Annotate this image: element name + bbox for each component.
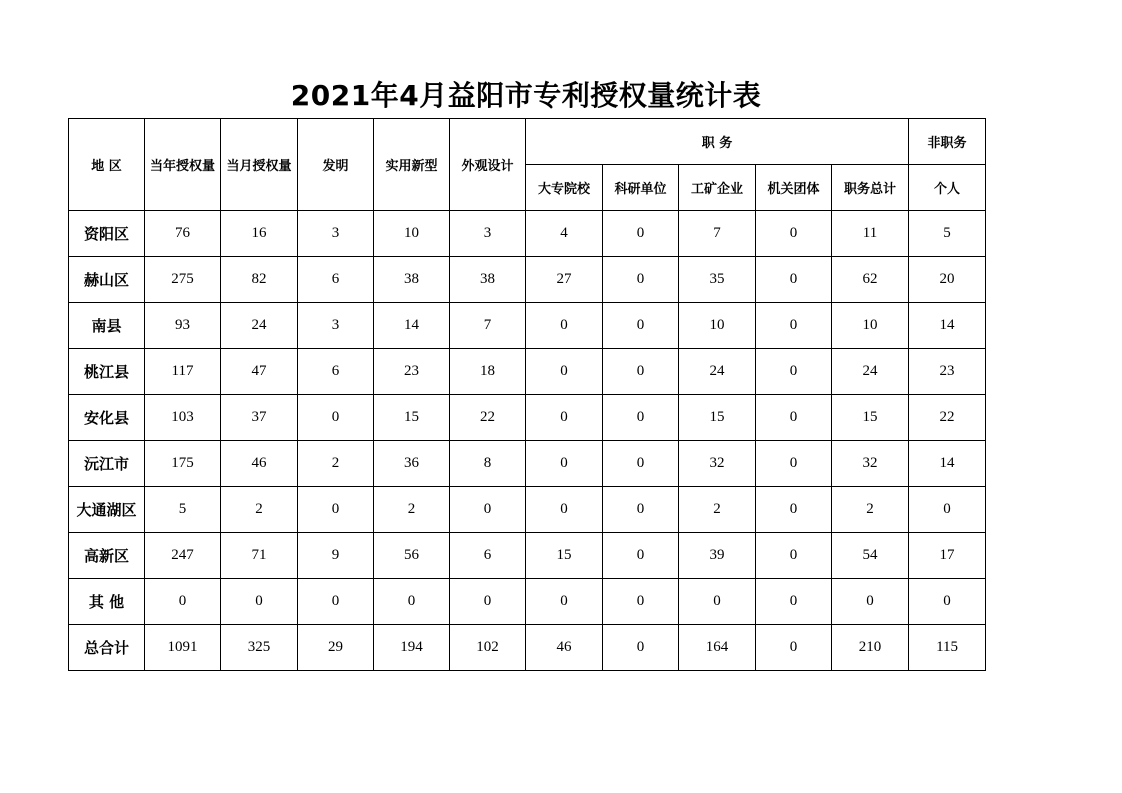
value-cell: 62 bbox=[832, 257, 909, 303]
value-cell: 22 bbox=[450, 395, 526, 441]
value-cell: 0 bbox=[374, 579, 450, 625]
value-cell: 15 bbox=[526, 533, 603, 579]
value-cell: 71 bbox=[221, 533, 298, 579]
value-cell: 8 bbox=[450, 441, 526, 487]
value-cell: 0 bbox=[909, 487, 986, 533]
value-cell: 5 bbox=[145, 487, 221, 533]
header-design: 外观设计 bbox=[450, 119, 526, 211]
value-cell: 0 bbox=[756, 395, 832, 441]
value-cell: 115 bbox=[909, 625, 986, 671]
value-cell: 0 bbox=[603, 211, 679, 257]
value-cell: 14 bbox=[909, 303, 986, 349]
table-row bbox=[69, 579, 986, 625]
value-cell: 0 bbox=[756, 257, 832, 303]
value-cell: 29 bbox=[298, 625, 374, 671]
value-cell: 0 bbox=[603, 395, 679, 441]
value-cell: 6 bbox=[450, 533, 526, 579]
region-cell: 沅江市 bbox=[69, 441, 145, 487]
table-row bbox=[69, 257, 986, 303]
header-utility-model: 实用新型 bbox=[374, 119, 450, 211]
value-cell: 14 bbox=[909, 441, 986, 487]
value-cell: 35 bbox=[679, 257, 756, 303]
value-cell: 103 bbox=[145, 395, 221, 441]
value-cell: 0 bbox=[526, 349, 603, 395]
value-cell: 0 bbox=[679, 579, 756, 625]
value-cell: 5 bbox=[909, 211, 986, 257]
value-cell: 0 bbox=[756, 487, 832, 533]
value-cell: 23 bbox=[374, 349, 450, 395]
value-cell: 0 bbox=[756, 533, 832, 579]
value-cell: 6 bbox=[298, 349, 374, 395]
header-service-total: 职务总计 bbox=[832, 165, 909, 211]
value-cell: 32 bbox=[679, 441, 756, 487]
value-cell: 210 bbox=[832, 625, 909, 671]
value-cell: 11 bbox=[832, 211, 909, 257]
value-cell: 0 bbox=[450, 579, 526, 625]
region-cell: 南县 bbox=[69, 303, 145, 349]
region-cell: 安化县 bbox=[69, 395, 145, 441]
value-cell: 0 bbox=[526, 395, 603, 441]
value-cell: 18 bbox=[450, 349, 526, 395]
value-cell: 27 bbox=[526, 257, 603, 303]
value-cell: 0 bbox=[603, 349, 679, 395]
region-cell: 赫山区 bbox=[69, 257, 145, 303]
value-cell: 32 bbox=[832, 441, 909, 487]
region-cell: 大通湖区 bbox=[69, 487, 145, 533]
value-cell: 7 bbox=[679, 211, 756, 257]
value-cell: 46 bbox=[526, 625, 603, 671]
value-cell: 0 bbox=[603, 533, 679, 579]
value-cell: 0 bbox=[145, 579, 221, 625]
value-cell: 7 bbox=[450, 303, 526, 349]
table-row bbox=[69, 487, 986, 533]
table-row bbox=[69, 533, 986, 579]
value-cell: 15 bbox=[679, 395, 756, 441]
value-cell: 102 bbox=[450, 625, 526, 671]
header-government: 机关团体 bbox=[756, 165, 832, 211]
value-cell: 194 bbox=[374, 625, 450, 671]
value-cell: 17 bbox=[909, 533, 986, 579]
value-cell: 4 bbox=[526, 211, 603, 257]
value-cell: 0 bbox=[603, 579, 679, 625]
header-individual: 个人 bbox=[909, 165, 986, 211]
value-cell: 9 bbox=[298, 533, 374, 579]
value-cell: 164 bbox=[679, 625, 756, 671]
region-cell: 桃江县 bbox=[69, 349, 145, 395]
value-cell: 0 bbox=[221, 579, 298, 625]
value-cell: 10 bbox=[832, 303, 909, 349]
value-cell: 117 bbox=[145, 349, 221, 395]
header-month-total: 当月授权量 bbox=[221, 119, 298, 211]
value-cell: 0 bbox=[526, 579, 603, 625]
value-cell: 0 bbox=[450, 487, 526, 533]
page-title: 2021年4月益阳市专利授权量统计表 bbox=[290, 79, 762, 112]
value-cell: 2 bbox=[679, 487, 756, 533]
value-cell: 0 bbox=[756, 211, 832, 257]
value-cell: 0 bbox=[603, 441, 679, 487]
value-cell: 3 bbox=[298, 211, 374, 257]
header-non-service-group: 非职务 bbox=[909, 119, 986, 165]
region-cell: 资阳区 bbox=[69, 211, 145, 257]
value-cell: 76 bbox=[145, 211, 221, 257]
value-cell: 46 bbox=[221, 441, 298, 487]
value-cell: 0 bbox=[756, 579, 832, 625]
value-cell: 0 bbox=[526, 441, 603, 487]
value-cell: 0 bbox=[909, 579, 986, 625]
header-industry: 工矿企业 bbox=[679, 165, 756, 211]
value-cell: 23 bbox=[909, 349, 986, 395]
value-cell: 39 bbox=[679, 533, 756, 579]
value-cell: 2 bbox=[832, 487, 909, 533]
value-cell: 38 bbox=[374, 257, 450, 303]
value-cell: 47 bbox=[221, 349, 298, 395]
value-cell: 10 bbox=[679, 303, 756, 349]
patent-stats-table bbox=[68, 118, 986, 671]
table-row bbox=[69, 441, 986, 487]
value-cell: 24 bbox=[221, 303, 298, 349]
region-cell: 高新区 bbox=[69, 533, 145, 579]
value-cell: 3 bbox=[450, 211, 526, 257]
region-cell: 其 他 bbox=[69, 579, 145, 625]
value-cell: 15 bbox=[832, 395, 909, 441]
value-cell: 82 bbox=[221, 257, 298, 303]
value-cell: 0 bbox=[298, 395, 374, 441]
table-header bbox=[69, 119, 986, 211]
value-cell: 0 bbox=[526, 487, 603, 533]
value-cell: 37 bbox=[221, 395, 298, 441]
value-cell: 56 bbox=[374, 533, 450, 579]
table-row bbox=[69, 211, 986, 257]
value-cell: 2 bbox=[374, 487, 450, 533]
value-cell: 275 bbox=[145, 257, 221, 303]
value-cell: 0 bbox=[603, 487, 679, 533]
table-row bbox=[69, 349, 986, 395]
value-cell: 93 bbox=[145, 303, 221, 349]
value-cell: 16 bbox=[221, 211, 298, 257]
value-cell: 0 bbox=[756, 303, 832, 349]
value-cell: 325 bbox=[221, 625, 298, 671]
header-university: 大专院校 bbox=[526, 165, 603, 211]
value-cell: 38 bbox=[450, 257, 526, 303]
value-cell: 0 bbox=[526, 303, 603, 349]
value-cell: 0 bbox=[756, 441, 832, 487]
value-cell: 24 bbox=[832, 349, 909, 395]
value-cell: 175 bbox=[145, 441, 221, 487]
value-cell: 0 bbox=[756, 349, 832, 395]
value-cell: 54 bbox=[832, 533, 909, 579]
table-body bbox=[69, 211, 986, 671]
value-cell: 22 bbox=[909, 395, 986, 441]
value-cell: 1091 bbox=[145, 625, 221, 671]
value-cell: 0 bbox=[832, 579, 909, 625]
value-cell: 3 bbox=[298, 303, 374, 349]
value-cell: 10 bbox=[374, 211, 450, 257]
value-cell: 2 bbox=[221, 487, 298, 533]
header-invention: 发明 bbox=[298, 119, 374, 211]
header-research: 科研单位 bbox=[603, 165, 679, 211]
value-cell: 0 bbox=[603, 625, 679, 671]
header-year-total: 当年授权量 bbox=[145, 119, 221, 211]
header-region: 地 区 bbox=[69, 119, 145, 211]
value-cell: 0 bbox=[298, 579, 374, 625]
value-cell: 24 bbox=[679, 349, 756, 395]
value-cell: 20 bbox=[909, 257, 986, 303]
value-cell: 14 bbox=[374, 303, 450, 349]
value-cell: 0 bbox=[298, 487, 374, 533]
value-cell: 6 bbox=[298, 257, 374, 303]
value-cell: 0 bbox=[603, 303, 679, 349]
table-row bbox=[69, 303, 986, 349]
value-cell: 36 bbox=[374, 441, 450, 487]
value-cell: 0 bbox=[756, 625, 832, 671]
table-row bbox=[69, 395, 986, 441]
header-service-group: 职 务 bbox=[526, 119, 909, 165]
table-row bbox=[69, 625, 986, 671]
value-cell: 2 bbox=[298, 441, 374, 487]
value-cell: 0 bbox=[603, 257, 679, 303]
value-cell: 247 bbox=[145, 533, 221, 579]
value-cell: 15 bbox=[374, 395, 450, 441]
region-cell: 总合计 bbox=[69, 625, 145, 671]
